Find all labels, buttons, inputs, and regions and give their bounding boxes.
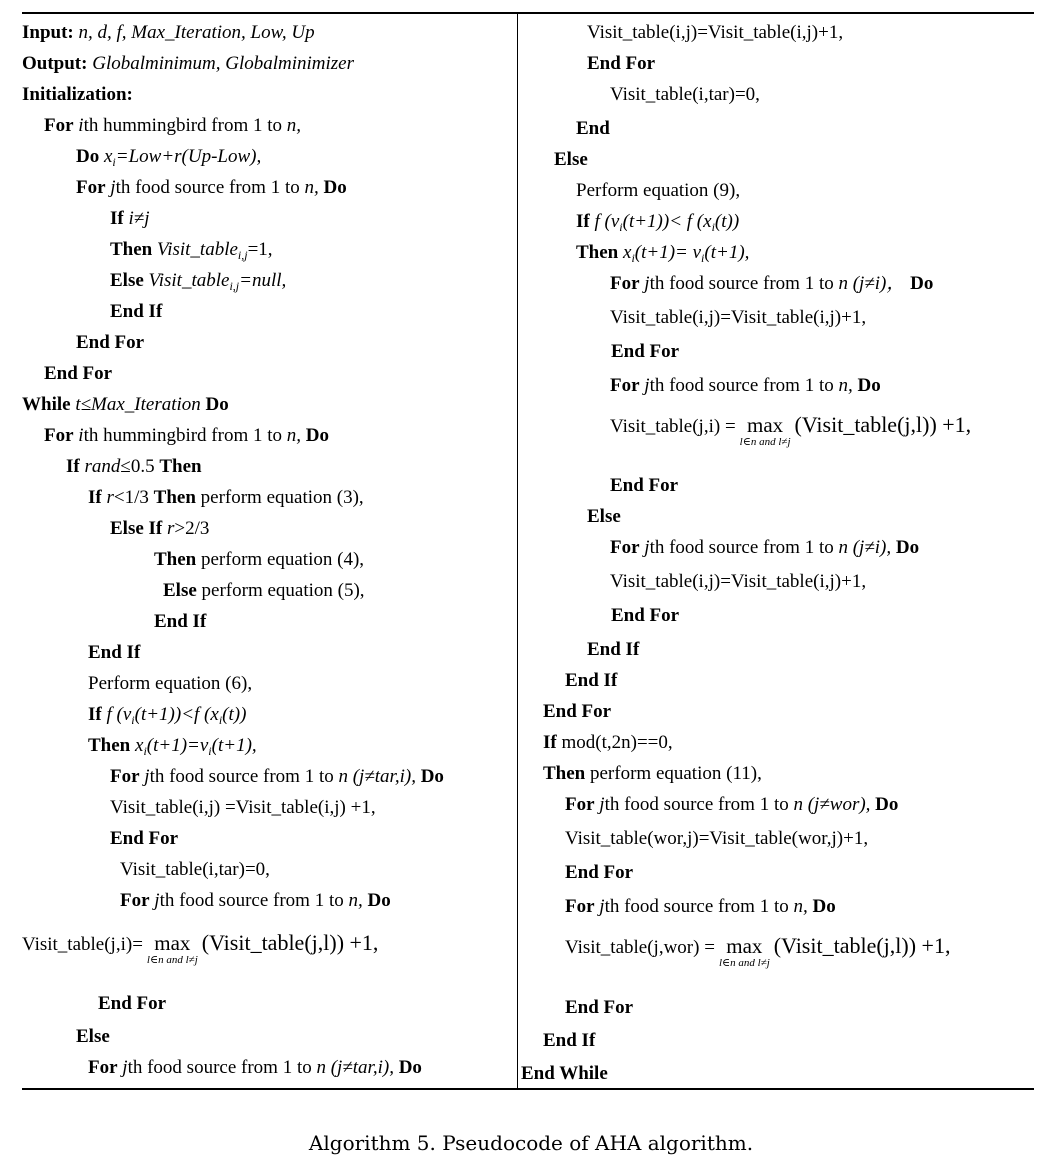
else-line: Else [76, 1026, 110, 1047]
end-for-line: End For [565, 862, 634, 883]
then-line: Then perform equation (4), [154, 549, 365, 570]
top-rule [22, 12, 1034, 14]
visit-update-line: Visit_table(i,j)=Visit_table(i,j)+1, [587, 22, 844, 43]
then-line: Then $x_i(t+1)=v_i(t+1)$, [88, 735, 257, 758]
else-line: Else Visit_table$_{i,j}$=null, [110, 270, 287, 293]
end-if-line: End If [543, 1030, 596, 1051]
if-fitness-line: If f $(v_i(t+1))<f$ $(x_i(t))$ [88, 704, 247, 727]
then-line: Then perform equation (11), [543, 763, 762, 784]
if-line: If i≠j [110, 208, 150, 229]
for-food-line: For jth food source from 1 to n, Do [76, 177, 347, 198]
output-line: Output: Globalminimum, Globalminimizer [22, 53, 354, 74]
if-rand-line: If rand≤0.5 Then [66, 456, 202, 477]
end-line: End [576, 118, 610, 139]
visit-reset-line: Visit_table(i,tar)=0, [120, 859, 270, 880]
end-if-line: End If [154, 611, 207, 632]
end-if-line: End If [565, 670, 618, 691]
for-food-line: For jth food source from 1 to n (j≠tar,i), Do [88, 1057, 422, 1078]
bottom-rule [22, 1088, 1034, 1090]
end-for-line: End For [610, 475, 679, 496]
perform-line: Perform equation (6), [88, 673, 253, 694]
visit-update-line: Visit_table(i,j)=Visit_table(i,j)+1, [610, 571, 867, 592]
visit-update-line: Visit_table(wor,j)=Visit_table(wor,j)+1, [565, 828, 869, 849]
perform-line: Perform equation (9), [576, 180, 741, 201]
input-line: Input: n, d, f, Max_Iteration, Low, Up [22, 22, 315, 43]
if-mod-line: If mod(t,2n)==0, [543, 732, 673, 753]
end-if-line: End If [110, 301, 163, 322]
if-fitness-line: If f $(v_i(t+1))< f$ $(x_i(t))$ [576, 211, 740, 234]
visit-max-equation: Visit_table(j,i) = max l∈n and l≠j (Visit_table(j,l)) +1, [610, 412, 972, 448]
visit-reset-line: Visit_table(i,tar)=0, [610, 84, 760, 105]
end-for-line: End For [110, 828, 179, 849]
end-for-line: End For [76, 332, 145, 353]
end-for-line: End For [98, 993, 167, 1014]
end-for-line: End For [611, 605, 680, 626]
for-food-line: For jth food source from 1 to n, Do [610, 375, 881, 396]
for-food-line: For jth food source from 1 to n (j≠i)， Do [610, 273, 934, 294]
visit-max-equation: Visit_table(j,i)= max l∈n and l≠j (Visit_table(j,l)) +1, [22, 930, 379, 966]
else-line: Else perform equation (5), [163, 580, 365, 601]
end-while-line: End While [521, 1063, 608, 1084]
visit-update-line: Visit_table(i,j)=Visit_table(i,j)+1, [610, 307, 867, 328]
then-line: Then $x_i(t+1)= v_i(t+1)$, [576, 242, 750, 265]
do-init-line: Do $x_i=Low+r(Up-Low)$, [76, 146, 262, 169]
end-for-line: End For [587, 53, 656, 74]
visit-max-equation: Visit_table(j,wor) = max l∈n and l≠j (Visit_table(j,l)) +1, [565, 933, 951, 969]
while-line: While t≤Max_Iteration Do [22, 394, 229, 415]
for-hummingbird-line: For ith hummingbird from 1 to n, Do [44, 425, 329, 446]
for-food-line: For jth food source from 1 to n (j≠i), Do [610, 537, 920, 558]
else-line: Else [554, 149, 588, 170]
then-line: Then Visit_table$_{i,j}$=1, [110, 239, 273, 262]
else-if-line: Else If r>2/3 [110, 518, 210, 539]
column-divider [517, 14, 518, 1089]
else-line: Else [587, 506, 621, 527]
if-r-line: If r<1/3 Then perform equation (3), [88, 487, 364, 508]
end-for-line: End For [565, 997, 634, 1018]
for-food-line: For jth food source from 1 to n, Do [565, 896, 836, 917]
for-food-line: For jth food source from 1 to n (j≠tar,i), Do [110, 766, 444, 787]
end-for-line: End For [44, 363, 113, 384]
end-if-line: End If [587, 639, 640, 660]
visit-update-line: Visit_table(i,j) =Visit_table(i,j) +1, [110, 797, 376, 818]
for-hummingbird-line: For ith hummingbird from 1 to n, [44, 115, 302, 136]
for-food-line: For jth food source from 1 to n (j≠wor), Do [565, 794, 899, 815]
algorithm-caption: Algorithm 5. Pseudocode of AHA algorithm. [308, 1131, 754, 1155]
for-food-line: For jth food source from 1 to n, Do [120, 890, 391, 911]
end-for-line: End For [543, 701, 612, 722]
end-if-line: End If [88, 642, 141, 663]
end-for-line: End For [611, 341, 680, 362]
initialization-line: Initialization: [22, 84, 133, 105]
